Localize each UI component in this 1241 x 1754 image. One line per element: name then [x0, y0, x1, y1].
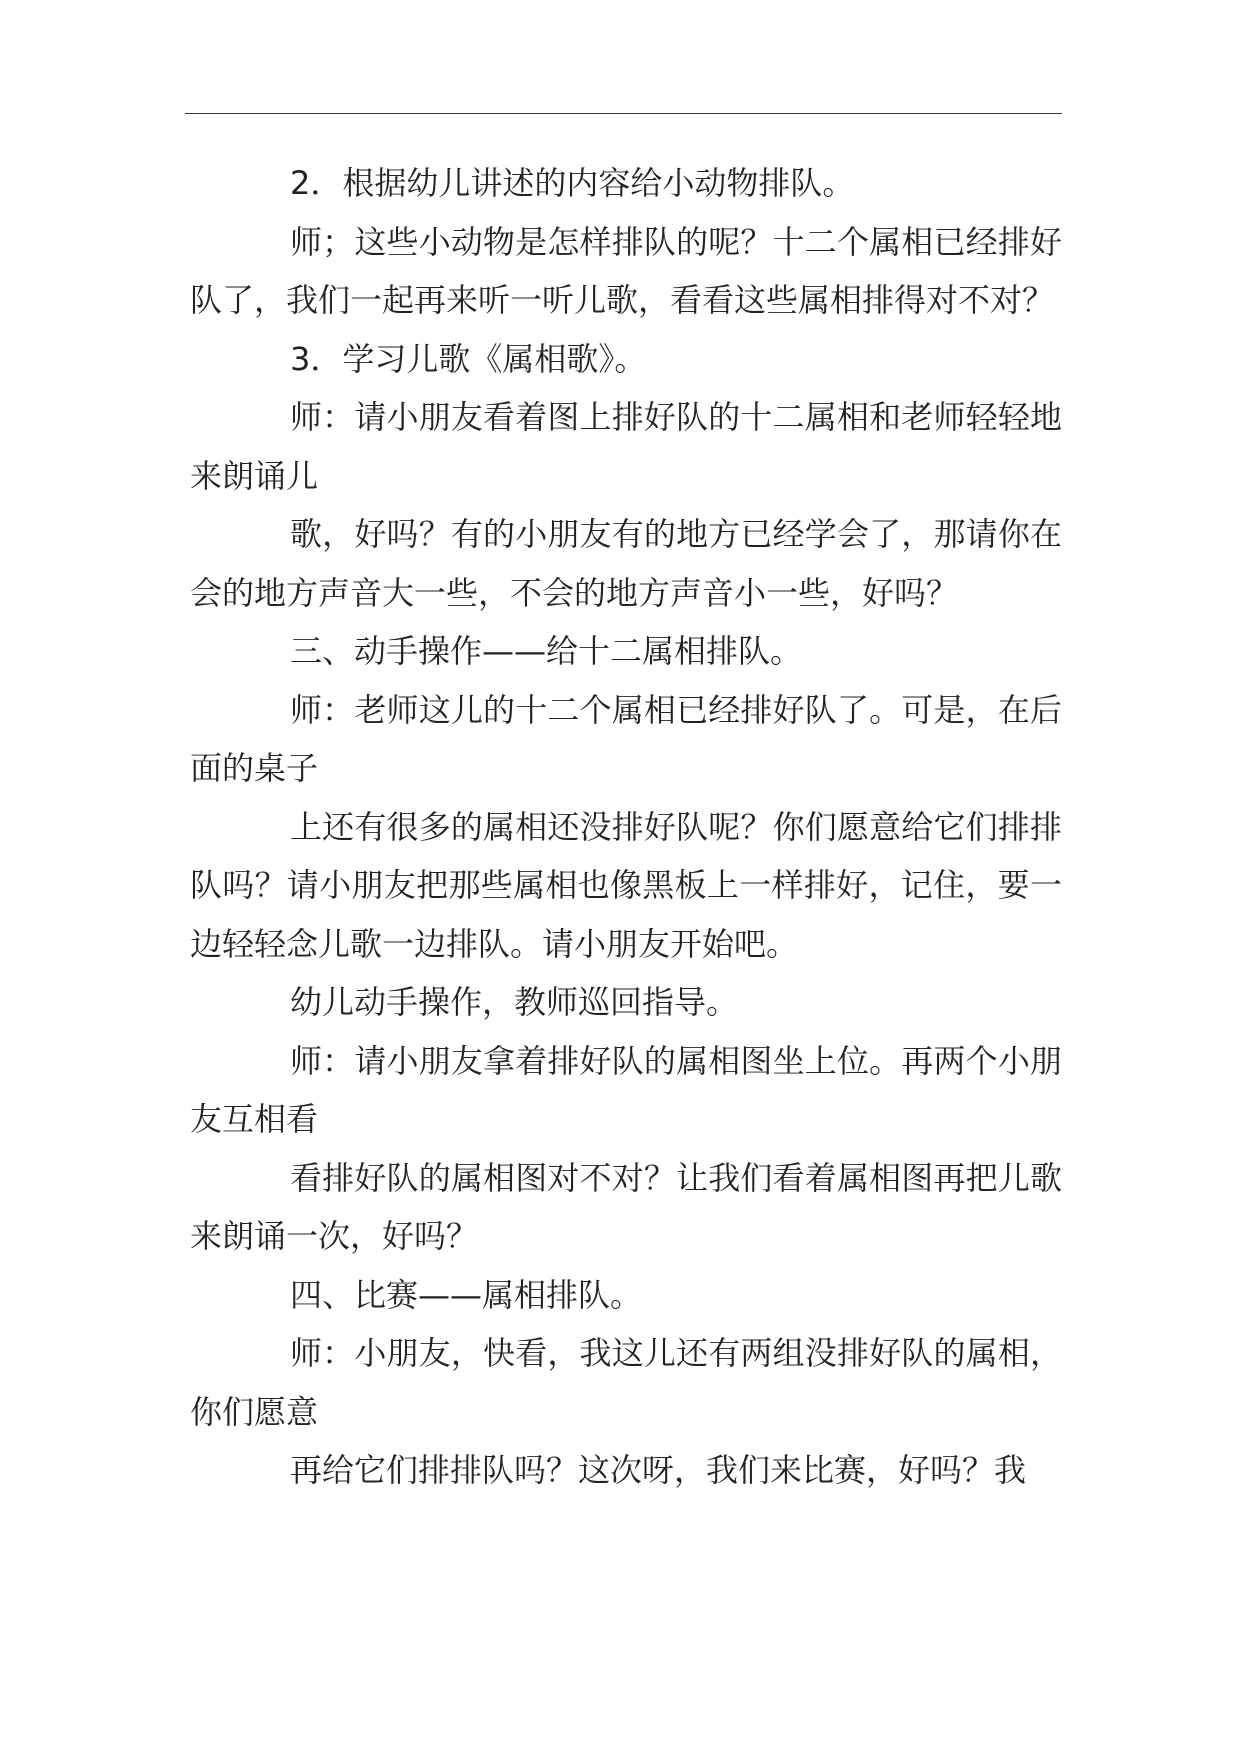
paragraph: 3．学习儿歌《属相歌》。: [290, 339, 647, 378]
paragraph: 三、动手操作——给十二属相排队。: [290, 632, 803, 670]
paragraph: 上还有很多的属相还没排好队呢？你们愿意给它们排排队吗？请小朋友把那些属相也像黑板上一样排好，记住，要一边轻轻念儿歌一边排队。请小朋友开始吧。: [190, 807, 1062, 963]
paragraph: 歌，好吗？有的小朋友有的地方已经学会了，那请你在会的地方声音大一些，不会的地方声音小一些，好吗？: [190, 515, 1062, 612]
paragraph: 四、比赛——属相排队。: [290, 1275, 643, 1314]
paragraph: 2．根据幼儿讲述的内容给小动物排队。: [290, 164, 855, 202]
paragraph: 看排好队的属相图对不对？让我们看着属相图再把儿歌来朗诵一次，好吗？: [190, 1158, 1062, 1255]
paragraph: 师：请小朋友拿着排好队的属相图坐上位。再两个小朋友互相看: [190, 1041, 1062, 1138]
header-rule: [185, 113, 1062, 114]
paragraph: 师：请小朋友看着图上排好队的十二属相和老师轻轻地来朗诵儿: [190, 398, 1062, 495]
paragraph: 再给它们排排队吗？这次呀，我们来比赛，好吗？我: [290, 1451, 1027, 1489]
paragraph: 师：老师这儿的十二个属相已经排好队了。可是，在后面的桌子: [190, 690, 1062, 787]
paragraph: 幼儿动手操作，教师巡回指导。: [290, 983, 739, 1021]
document-body: [190, 154, 1062, 1500]
paragraph: 师：小朋友，快看，我这儿还有两组没排好队的属相，你们愿意: [190, 1334, 1062, 1431]
paragraph: 师；这些小动物是怎样排队的呢？十二个属相已经排好队了，我们一起再来听一听儿歌，看看这些属相排得对不对？: [190, 222, 1062, 319]
